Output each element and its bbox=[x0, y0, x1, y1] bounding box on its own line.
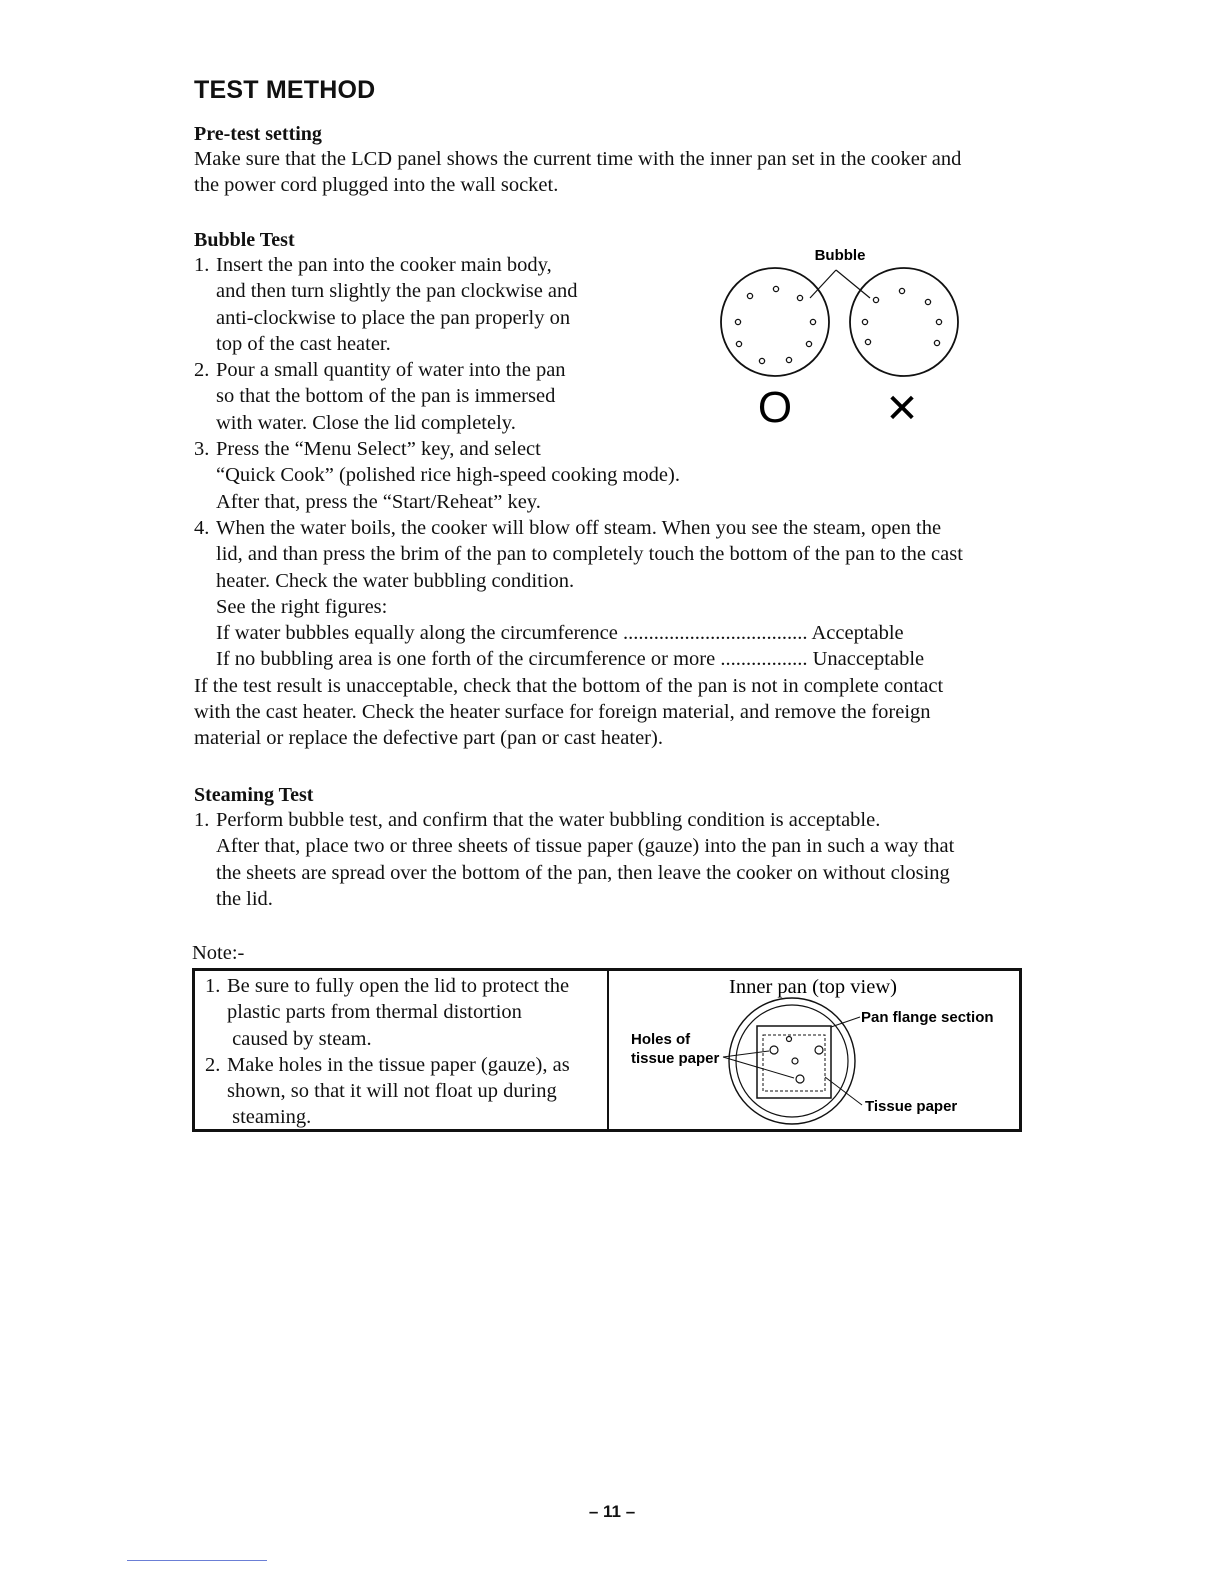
bubble-dots-bad bbox=[862, 288, 941, 345]
note-line: plastic parts from thermal distortion bbox=[227, 1001, 522, 1024]
holes-label: tissue paper bbox=[631, 1050, 720, 1067]
step-line: “Quick Cook” (polished rice high-speed cooking mode). bbox=[216, 464, 680, 487]
flange-label: Pan flange section bbox=[861, 1009, 994, 1026]
steaming-test-section bbox=[194, 784, 954, 912]
pretest-line: the power cord plugged into the wall socket. bbox=[194, 174, 559, 197]
step-line: See the right figures: bbox=[216, 595, 388, 618]
bubble-label: Bubble bbox=[814, 247, 866, 264]
step-line: After that, press the “Start/Reheat” key. bbox=[216, 490, 541, 513]
pretest-section bbox=[194, 123, 961, 199]
unacceptable-mark: ✕ bbox=[885, 386, 919, 430]
step-line: 3. Press the “Menu Select” key, and select bbox=[194, 438, 541, 461]
note-line: steaming. bbox=[227, 1106, 312, 1129]
inner-pan-figure-panel bbox=[609, 971, 1019, 1129]
pretest-line: Make sure that the LCD panel shows the current time with the inner pan set in the cooker and bbox=[194, 148, 962, 170]
step-line: so that the bottom of the pan is immersed bbox=[216, 385, 556, 408]
after-line: material or replace the defective part (pan or cast heater). bbox=[194, 727, 663, 750]
result-line: If water bubbles equally along the circumference .................................... Acceptable bbox=[216, 622, 904, 645]
step-line: the sheets are spread over the bottom of the pan, then leave the cooker on without closing bbox=[216, 861, 950, 884]
step-line: anti-clockwise to place the pan properly on bbox=[216, 306, 571, 329]
step-line: 4. When the water boils, the cooker will blow off steam. When you see the steam, open the bbox=[194, 516, 942, 539]
bubble-figure bbox=[712, 240, 972, 430]
note-label: Note:- bbox=[192, 942, 245, 964]
bubble-test-heading: Bubble Test bbox=[194, 229, 295, 251]
tissue-paper-sheet bbox=[757, 1026, 831, 1098]
step-line: with water. Close the lid completely. bbox=[216, 411, 516, 434]
after-line: with the cast heater. Check the heater surface for foreign material, and remove the foreign bbox=[194, 701, 931, 724]
page-title: TEST METHOD bbox=[194, 76, 376, 104]
bubble-dots-good bbox=[735, 286, 815, 363]
steaming-test-heading: Steaming Test bbox=[194, 784, 314, 806]
step-line: heater. Check the water bubbling condition. bbox=[216, 569, 575, 592]
step-line: top of the cast heater. bbox=[216, 332, 391, 355]
after-line: If the test result is unacceptable, check that the bottom of the pan is not in complete contact bbox=[194, 674, 944, 697]
step-line: 2. Pour a small quantity of water into the pan bbox=[194, 359, 566, 382]
step-line: After that, place two or three sheets of tissue paper (gauze) into the pan in such a way that bbox=[216, 835, 955, 858]
step-line: and then turn slightly the pan clockwise and bbox=[216, 280, 578, 303]
good-pan-circle bbox=[721, 268, 829, 376]
holes-label: Holes of bbox=[631, 1031, 691, 1048]
inner-pan-figure bbox=[609, 971, 1019, 1129]
note-line: 1. Be sure to fully open the lid to protect the bbox=[205, 975, 570, 997]
note-line: caused by steam. bbox=[227, 1027, 372, 1050]
note-line: shown, so that it will not float up during bbox=[227, 1080, 557, 1103]
page-number: – 11 – bbox=[588, 1502, 636, 1521]
acceptable-mark: O bbox=[757, 383, 793, 430]
note-box bbox=[192, 968, 1022, 1132]
tissue-label: Tissue paper bbox=[865, 1098, 958, 1115]
step-line: 1. Perform bubble test, and confirm that the water bubbling condition is acceptable. bbox=[194, 809, 881, 831]
pretest-heading: Pre-test setting bbox=[194, 123, 322, 145]
footer-rule bbox=[127, 1560, 267, 1561]
step-line: the lid. bbox=[216, 887, 273, 910]
result-line: If no bubbling area is one forth of the circumference or more ................. Unacceptable bbox=[216, 648, 925, 671]
note-text bbox=[195, 971, 609, 1129]
note-line: 2. Make holes in the tissue paper (gauze), as bbox=[205, 1053, 570, 1076]
step-line: 1. Insert the pan into the cooker main body, bbox=[194, 254, 552, 276]
figure-caption: Inner pan (top view) bbox=[729, 976, 897, 998]
step-line: lid, and than press the brim of the pan to completely touch the bottom of the pan to the cast bbox=[216, 543, 963, 566]
